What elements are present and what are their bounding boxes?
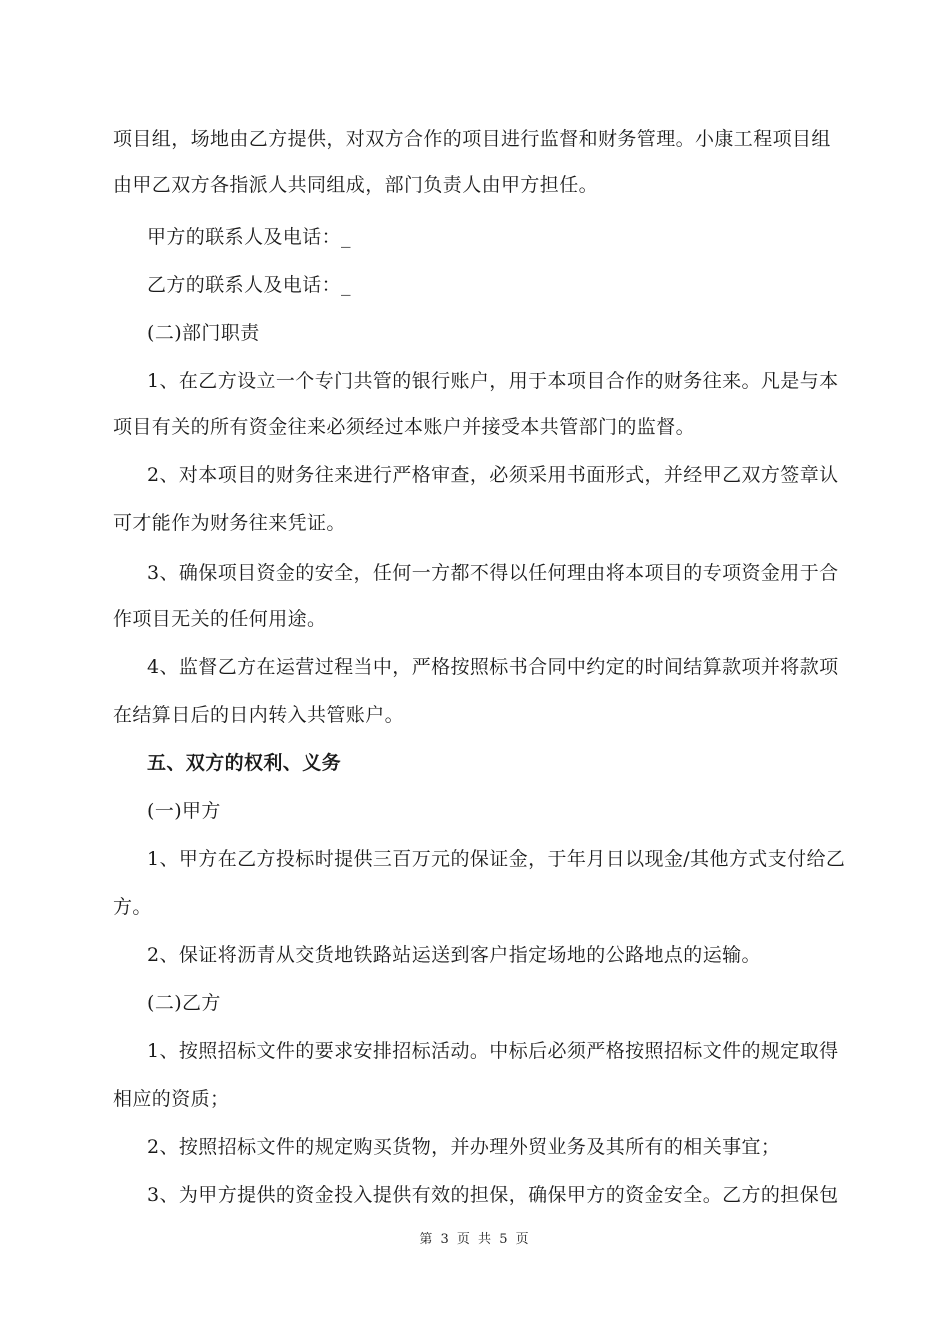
paragraph-line: 4、监督乙方在运营过程当中，严格按照标书合同中约定的时间结算款项并将款项: [147, 656, 839, 678]
paragraph-line: 在结算日后的日内转入共管账户。: [113, 704, 405, 726]
paragraph-line: 方。: [113, 896, 152, 918]
paragraph-line: 1、甲方在乙方投标时提供三百万元的保证金，于年月日以现金/其他方式支付给乙: [147, 848, 846, 870]
paragraph-line: 2、对本项目的财务往来进行严格审查，必须采用书面形式，并经甲乙双方签章认: [147, 464, 839, 486]
chapter-heading: 五、双方的权利、义务: [147, 752, 342, 774]
paragraph-line: 相应的资质；: [113, 1088, 230, 1110]
paragraph-line: 项目有关的所有资金往来必须经过本账户并接受本共管部门的监督。: [113, 416, 696, 438]
page-number-footer: 第 3 页 共 5 页: [419, 1232, 531, 1247]
paragraph-line: 作项目无关的任何用途。: [113, 608, 327, 630]
paragraph-line: 2、按照招标文件的规定购买货物，并办理外贸业务及其所有的相关事宜；: [147, 1136, 781, 1158]
paragraph-line: 由甲乙双方各指派人共同组成，部门负责人由甲方担任。: [113, 174, 599, 196]
party-b-contact: 乙方的联系人及电话：_: [147, 274, 351, 296]
paragraph-line: 2、保证将沥青从交货地铁路站运送到客户指定场地的公路地点的运输。: [147, 944, 761, 966]
paragraph-line: 1、按照招标文件的要求安排招标活动。中标后必须严格按照招标文件的规定取得: [147, 1040, 839, 1062]
paragraph-line: 可才能作为财务往来凭证。: [113, 512, 346, 534]
section-heading: (二)乙方: [147, 992, 221, 1014]
paragraph-line: 项目组，场地由乙方提供，对双方合作的项目进行监督和财务管理。小康工程项目组: [113, 128, 831, 150]
party-a-contact: 甲方的联系人及电话：_: [147, 226, 351, 248]
paragraph-line: 3、为甲方提供的资金投入提供有效的担保，确保甲方的资金安全。乙方的担保包: [147, 1184, 839, 1206]
paragraph-line: 3、确保项目资金的安全，任何一方都不得以任何理由将本项目的专项资金用于合: [147, 562, 839, 584]
paragraph-line: 1、在乙方设立一个专门共管的银行账户，用于本项目合作的财务往来。凡是与本: [147, 370, 839, 392]
section-heading: (二)部门职责: [147, 322, 260, 344]
section-heading: (一)甲方: [147, 800, 221, 822]
